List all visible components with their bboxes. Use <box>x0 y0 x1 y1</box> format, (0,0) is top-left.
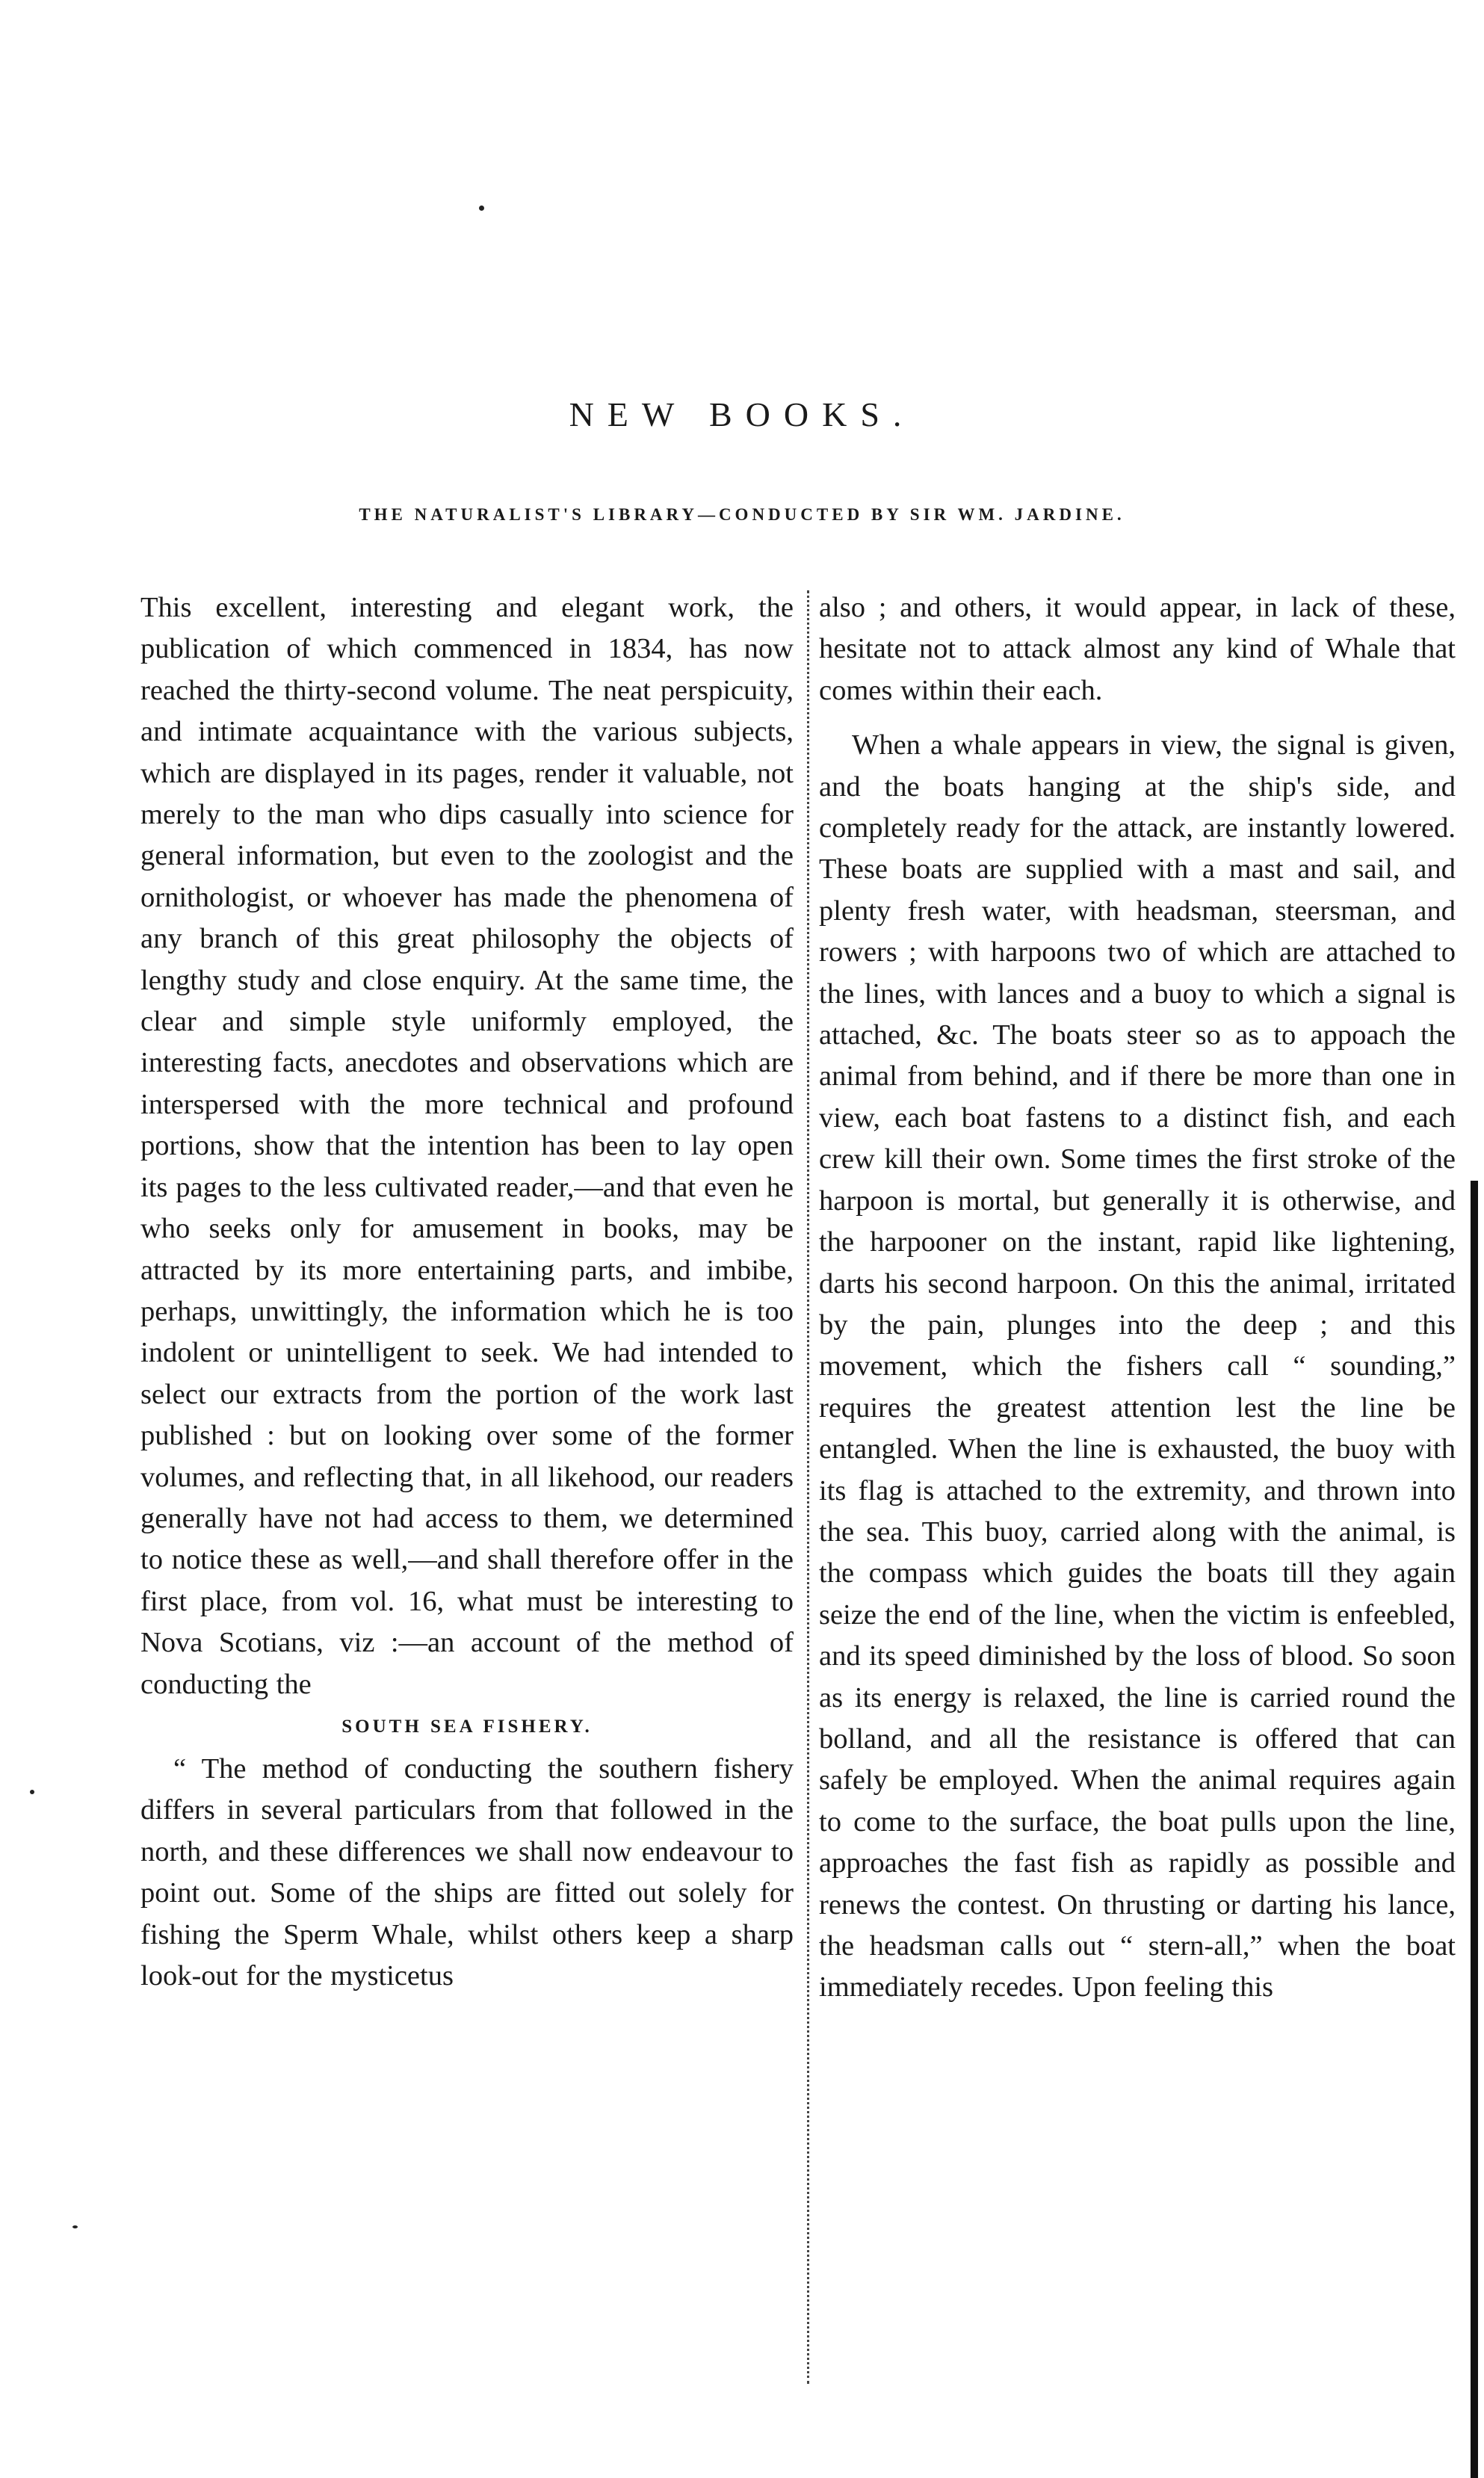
continuation-paragraph: also ; and others, it would appear, in lack of these, hesitate not to attack almost any kind of Whale that comes within their each. <box>819 592 1456 706</box>
ink-speck <box>30 1790 34 1794</box>
page-subtitle: THE NATURALIST'S LIBRARY—CONDUCTED BY SIR WM. JARDINE. <box>359 505 1125 524</box>
ink-speck <box>72 2225 78 2228</box>
column-divider <box>807 590 809 2384</box>
page-edge-shadow <box>1471 1181 1478 2478</box>
right-column <box>819 587 1456 2009</box>
quote-paragraph: “ The method of conducting the southern fishery differs in several particulars from that followed in the north, and these differences we shall now endeavour to point out. Some of the ships are fitted out solely for fishing the Sperm Whale, whilst others keep a sharp look-out for the mysticetus <box>140 1752 794 1992</box>
section-title: SOUTH SEA FISHERY. <box>341 1716 593 1737</box>
ink-speck <box>479 206 484 211</box>
page-title: NEW BOOKS. <box>569 395 915 433</box>
intro-paragraph: This excellent, interesting and elegant work, the publication of which commenced in 1834, has now reached the thirty-second volume. The neat perspicuity, and intimate acquaintance with the various subjects, which are displayed in its pages, render it valuable, not merely to the man who dips casually into science for general information, but even to the zoologist and the ornithologist, or whoever has made the phenomena of any branch of this great philosophy the objects of lengthy study and close enquiry. At the same time, the clear and simple style uniformly employed, the interesting facts, anecdotes and observations which are interspersed with the more technical and profound portions, show that the intention has been to lay open its pages to the less cultivated reader,—and that even he who seeks only for amusement in books, may be attracted by its more entertaining parts, and imbibe, perhaps, unwittingly, the information which he is too indolent or unintelligent to seek. We had intended to select our extracts from the portion of the work last published : but on looking over some of the former volumes, and reflecting that, in all likehood, our readers generally have not had access to them, we determined to notice these as well,—and shall therefore offer in the first place, from vol. 16, what must be interesting to Nova Scotians, viz :—an account of the method of conducting the <box>140 592 794 1700</box>
left-column <box>140 587 794 1997</box>
whaling-paragraph: When a whale appears in view, the signal is given, and the boats hanging at the ship's side, and completely ready for the attack, are instantly lowered. These boats are supplied with a mast and sail, and plenty fresh water, with headsman, steersman, and rowers ; with harpoons two of which are attached to the lines, with lances and a buoy to which a signal is attached, &c. The boats steer so as to appoach the animal from behind, and if there be more than one in view, each boat fastens to a distinct fish, and each crew kill their own. Some times the first stroke of the harpoon is mortal, but generally it is otherwise, and the harpooner on the instant, rapid like lightening, darts his second harpoon. On this the animal, irritated by the pain, plunges into the deep ; and this movement, which the fishers call “ sounding,” requires the greatest attention lest the line be entangled. When the line is exhausted, the buoy with its flag is attached to the extremity, and thrown into the sea. This buoy, carried along with the animal, is the compass which guides the boats till they again seize the end of the line, when the victim is enfeebled, and its speed diminished by the loss of blood. So soon as its energy is relaxed, the line is carried round the bolland, and all the resistance is offered that can safely be employed. When the animal requires again to come to the surface, the boat pulls upon the line, approaches the fast fish as rapidly as possible and renews the contest. On thrusting or darting his lance, the headsman calls out “ stern-all,” when the boat immediately recedes. Upon feeling this <box>819 729 1456 2003</box>
